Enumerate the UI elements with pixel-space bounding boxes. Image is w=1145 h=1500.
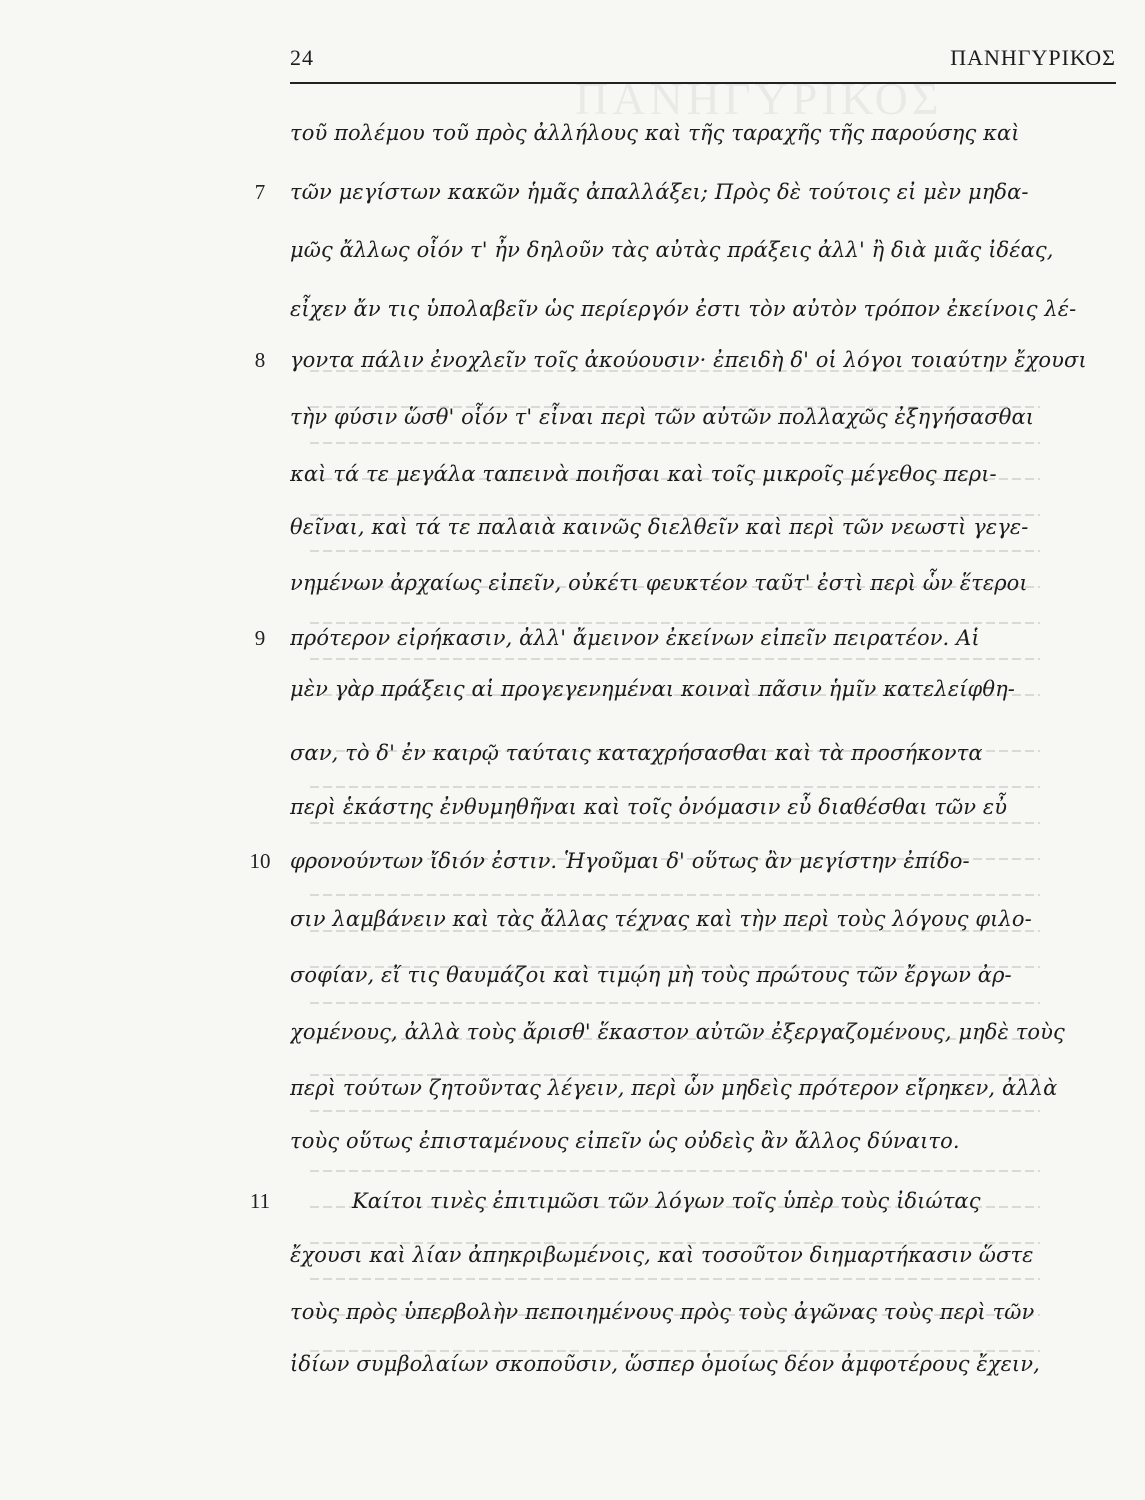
line-text: τοὺς οὕτως ἐπισταμένους εἰπεῖν ὡς οὐδεὶς ἂν ἄλλος δύναιτο.	[290, 1129, 960, 1153]
text-line	[290, 1181, 1116, 1221]
text-line	[290, 397, 1116, 437]
text-line	[290, 340, 1116, 380]
line-text: μῶς ἄλλως οἷόν τ' ἦν δηλοῦν τὰς αὐτὰς πράξεις ἀλλ' ἢ διὰ μιᾶς ἰδέας,	[290, 238, 1054, 262]
line-text: ἔχουσι καὶ λίαν ἀπηκριβωμένοις, καὶ τοσοῦτον διημαρτήκασιν ὥστε	[290, 1243, 1034, 1267]
line-text: πρότερον εἰρήκασιν, ἀλλ' ἄμεινον ἐκείνων εἰπεῖν πειρατέον. Αἱ	[290, 626, 980, 650]
line-text: περὶ ἑκάστης ἐνθυμηθῆναι καὶ τοῖς ὀνόμασιν εὖ διαθέσθαι τῶν εὖ	[290, 795, 1008, 819]
bleed-through-title: ΠΑΝΗΓΥΡΙΚΟΣ	[575, 73, 943, 124]
section-number: 8	[254, 348, 266, 372]
line-text: σοφίαν, εἴ τις θαυμάζοι καὶ τιμῴη μὴ τοὺς πρώτους τῶν ἔργων ἀρ-	[290, 963, 1012, 987]
text-line	[290, 230, 1116, 270]
text-line	[290, 618, 1116, 658]
line-text: μὲν γὰρ πράξεις αἱ προγεγενημέναι κοιναὶ πᾶσιν ἡμῖν κατελείφθη-	[290, 677, 1015, 701]
text-line	[290, 507, 1116, 547]
line-text: περὶ τούτων ζητοῦντας λέγειν, περὶ ὧν μηδεὶς πρότερον εἴρηκεν, ἀλλὰ	[290, 1076, 1058, 1100]
line-text: Καίτοι τινὲς ἐπιτιμῶσι τῶν λόγων τοῖς ὑπὲρ τοὺς ἰδιώτας	[352, 1189, 981, 1213]
line-text: τὴν φύσιν ὥσθ' οἷόν τ' εἶναι περὶ τῶν αὐτῶν πολλαχῶς ἐξηγήσασθαι	[290, 405, 1035, 429]
line-text: εἶχεν ἄν τις ὑπολαβεῖν ὡς περίεργόν ἐστι τὸν αὐτὸν τρόπον ἐκείνοις λέ-	[290, 297, 1077, 321]
line-text: θεῖναι, καὶ τά τε παλαιὰ καινῶς διελθεῖν καὶ περὶ τῶν νεωστὶ γεγε-	[290, 515, 1029, 539]
text-line	[290, 787, 1116, 827]
text-line	[290, 1068, 1116, 1108]
text-line	[290, 841, 1116, 881]
text-line	[290, 1344, 1116, 1384]
running-title: ΠΑΝΗΓΥΡΙΚΟΣ	[950, 45, 1116, 70]
page-number: 24	[290, 45, 314, 70]
line-text: τῶν μεγίστων κακῶν ἡμᾶς ἀπαλλάξει; Πρὸς δὲ τούτοις εἰ μὲν μηδα-	[290, 180, 1029, 204]
text-line	[290, 733, 1116, 773]
line-text: χομένους, ἀλλὰ τοὺς ἄρισθ' ἕκαστον αὐτῶν ἐξεργαζομένους, μηδὲ τοὺς	[290, 1020, 1065, 1044]
line-text: τοῦ πολέμου τοῦ πρὸς ἀλλήλους καὶ τῆς ταραχῆς τῆς παρούσης καὶ	[290, 121, 1020, 145]
section-number: 7	[254, 180, 266, 204]
text-line	[290, 955, 1116, 995]
text-line	[290, 172, 1116, 212]
line-text: φρονούντων ἴδιόν ἐστιν. Ἡγοῦμαι δ' οὕτως ἂν μεγίστην ἐπίδο-	[290, 849, 970, 873]
line-text: σιν λαμβάνειν καὶ τὰς ἄλλας τέχνας καὶ τὴν περὶ τοὺς λόγους φιλο-	[290, 907, 1032, 931]
line-text: τοὺς πρὸς ὑπερβολὴν πεποιημένους πρὸς τοὺς ἀγῶνας τοὺς περὶ τῶν	[290, 1300, 1035, 1324]
line-text: σαν, τὸ δ' ἐν καιρῷ ταύταις καταχρήσασθαι καὶ τὰ προσήκοντα	[290, 741, 983, 765]
text-line	[290, 899, 1116, 939]
text-line	[290, 289, 1116, 329]
text-line	[290, 113, 1116, 153]
text-line	[290, 669, 1116, 709]
section-number: 9	[254, 626, 266, 650]
line-text: γοντα πάλιν ἐνοχλεῖν τοῖς ἀκούουσιν· ἐπειδὴ δ' οἱ λόγοι τοιαύτην ἔχουσι	[290, 348, 1087, 372]
text-line	[290, 1292, 1116, 1332]
text-line	[290, 454, 1116, 494]
section-number: 10	[249, 849, 271, 873]
line-text: ἰδίων συμβολαίων σκοποῦσιν, ὥσπερ ὁμοίως δέον ἀμφοτέρους ἔχειν,	[290, 1352, 1040, 1376]
text-line	[290, 1235, 1116, 1275]
text-line	[290, 1121, 1116, 1161]
line-text: καὶ τά τε μεγάλα ταπεινὰ ποιῆσαι καὶ τοῖς μικροῖς μέγεθος περι-	[290, 462, 997, 486]
section-number: 11	[249, 1189, 271, 1213]
text-line	[290, 1012, 1116, 1052]
line-text: νημένων ἀρχαίως εἰπεῖν, οὐκέτι φευκτέον ταῦτ' ἐστὶ περὶ ὧν ἕτεροι	[290, 571, 1028, 595]
text-line	[290, 563, 1116, 603]
